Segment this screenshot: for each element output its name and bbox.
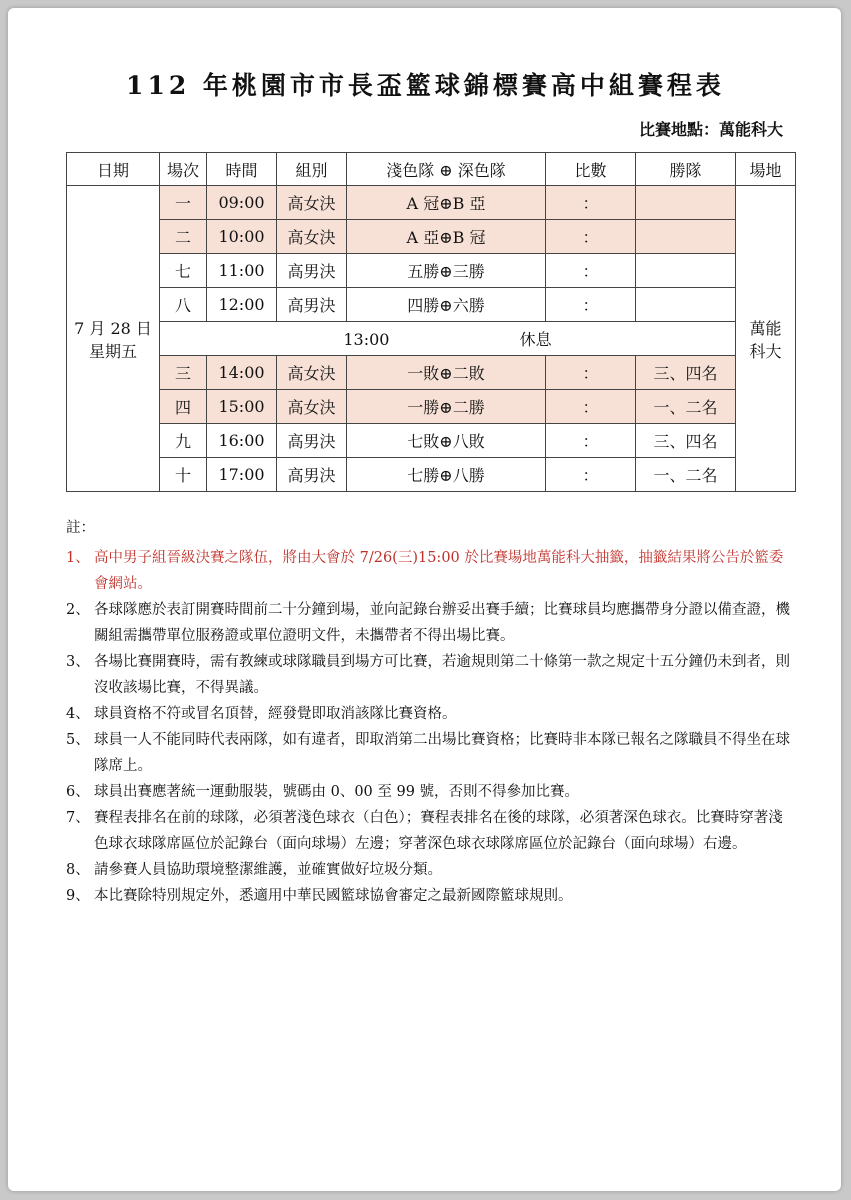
- note-item: 2、 各球隊應於表訂開賽時間前二十分鐘到場，並向記錄台辦妥出賽手續；比賽球員均應攜帶身分證以備查證，機關組需攜帶單位服務證或單位證明文件，未攜帶者不得出場比賽。: [66, 602, 790, 644]
- venue-cell: 萬能 科大: [736, 186, 796, 492]
- game-score: ：: [546, 390, 636, 424]
- game-time: 10:00: [207, 220, 277, 254]
- break-cell: [160, 322, 736, 356]
- game-winner: [636, 220, 736, 254]
- table-row: [67, 254, 796, 288]
- game-group: 高女決: [277, 356, 347, 390]
- game-winner: 三、四名: [636, 356, 736, 390]
- note-item: 9、 本比賽除特別規定外，悉適用中華民國籃球協會審定之最新國際籃球規則。: [66, 888, 573, 904]
- break-time: 13:00: [343, 330, 390, 349]
- game-no: 八: [160, 288, 207, 322]
- game-winner: 三、四名: [636, 424, 736, 458]
- game-score: ：: [546, 186, 636, 220]
- game-group: 高女決: [277, 390, 347, 424]
- game-match: 七敗⊕八敗: [347, 424, 546, 458]
- header-date: 日期: [67, 153, 160, 186]
- note-item: 8、 請參賽人員協助環境整潔維護，並確實做好垃圾分類。: [66, 862, 442, 878]
- table-header-row: [67, 153, 796, 186]
- game-winner: [636, 288, 736, 322]
- note-item: 7、 賽程表排名在前的球隊，必須著淺色球衣（白色）；賽程表排名在後的球隊，必須著深色球衣。比賽時穿著淺色球衣球隊席區位於記錄台（面向球場）左邊；穿著深色球衣球隊席區位於記錄台（面向球場）右邊。: [66, 810, 783, 852]
- game-winner: 一、二名: [636, 458, 736, 492]
- game-match: 五勝⊕三勝: [347, 254, 546, 288]
- table-row: [67, 356, 796, 390]
- note-item: 3、 各場比賽開賽時，需有教練或球隊職員到場方可比賽，若逾規則第二十條第一款之規定十五分鐘仍未到者，則沒收該場比賽，不得異議。: [66, 654, 790, 696]
- game-group: 高女決: [277, 220, 347, 254]
- table-row: [67, 220, 796, 254]
- game-score: ：: [546, 356, 636, 390]
- game-match: A 亞⊕B 冠: [347, 220, 546, 254]
- table-row: [67, 458, 796, 492]
- table-row: [67, 390, 796, 424]
- game-no: 二: [160, 220, 207, 254]
- page-title: 112 年桃園市市長盃籃球錦標賽高中組賽程表: [126, 71, 725, 100]
- header-venue: 場地: [736, 153, 796, 186]
- game-match: 四勝⊕六勝: [347, 288, 546, 322]
- break-row: [67, 322, 796, 356]
- game-no: 一: [160, 186, 207, 220]
- game-group: 高男決: [277, 288, 347, 322]
- game-match: 一敗⊕二敗: [347, 356, 546, 390]
- game-group: 高男決: [277, 424, 347, 458]
- note-item: 1、 高中男子組晉級決賽之隊伍，將由大會於 7/26(三)15:00 於比賽場地萬能科大抽籤，抽籤結果將公告於籃委會網站。: [66, 550, 784, 592]
- game-no: 十: [160, 458, 207, 492]
- schedule-table: [66, 152, 796, 492]
- break-label: 休息: [519, 330, 552, 349]
- header-score: 比數: [546, 153, 636, 186]
- game-match: A 冠⊕B 亞: [347, 186, 546, 220]
- game-score: ：: [546, 458, 636, 492]
- game-no: 四: [160, 390, 207, 424]
- header-time: 時間: [207, 153, 277, 186]
- table-row: [67, 186, 796, 220]
- header-winner: 勝隊: [636, 153, 736, 186]
- note-item: 6、 球員出賽應著統一運動服裝，號碼由 0、00 至 99 號，否則不得參加比賽。: [66, 784, 580, 800]
- table-row: [67, 288, 796, 322]
- game-group: 高男決: [277, 254, 347, 288]
- game-no: 三: [160, 356, 207, 390]
- game-time: 14:00: [207, 356, 277, 390]
- note-item: 5、 球員一人不能同時代表兩隊，如有違者，即取消第二出場比賽資格；比賽時非本隊已報名之隊職員不得坐在球隊席上。: [66, 732, 790, 774]
- game-score: ：: [546, 424, 636, 458]
- venue-label: 比賽地點：萬能科大: [638, 120, 783, 139]
- notes-label: 註：: [66, 520, 95, 536]
- game-score: ：: [546, 254, 636, 288]
- date-cell: 7 月 28 日 星期五: [67, 186, 160, 492]
- game-time: 12:00: [207, 288, 277, 322]
- game-winner: [636, 254, 736, 288]
- game-match: 七勝⊕八勝: [347, 458, 546, 492]
- header-group: 組別: [277, 153, 347, 186]
- header-teams: 淺色隊 ⊕ 深色隊: [347, 153, 546, 186]
- game-score: ：: [546, 288, 636, 322]
- game-no: 七: [160, 254, 207, 288]
- note-item: 4、 球員資格不符或冒名頂替，經發覺即取消該隊比賽資格。: [66, 706, 457, 722]
- game-winner: 一、二名: [636, 390, 736, 424]
- game-score: ：: [546, 220, 636, 254]
- header-game-no: 場次: [160, 153, 207, 186]
- game-no: 九: [160, 424, 207, 458]
- game-time: 15:00: [207, 390, 277, 424]
- game-time: 17:00: [207, 458, 277, 492]
- game-time: 11:00: [207, 254, 277, 288]
- game-time: 09:00: [207, 186, 277, 220]
- table-row: [67, 424, 796, 458]
- game-group: 高女決: [277, 186, 347, 220]
- game-time: 16:00: [207, 424, 277, 458]
- game-group: 高男決: [277, 458, 347, 492]
- game-match: 一勝⊕二勝: [347, 390, 546, 424]
- notes-section: [66, 515, 796, 909]
- game-winner: [636, 186, 736, 220]
